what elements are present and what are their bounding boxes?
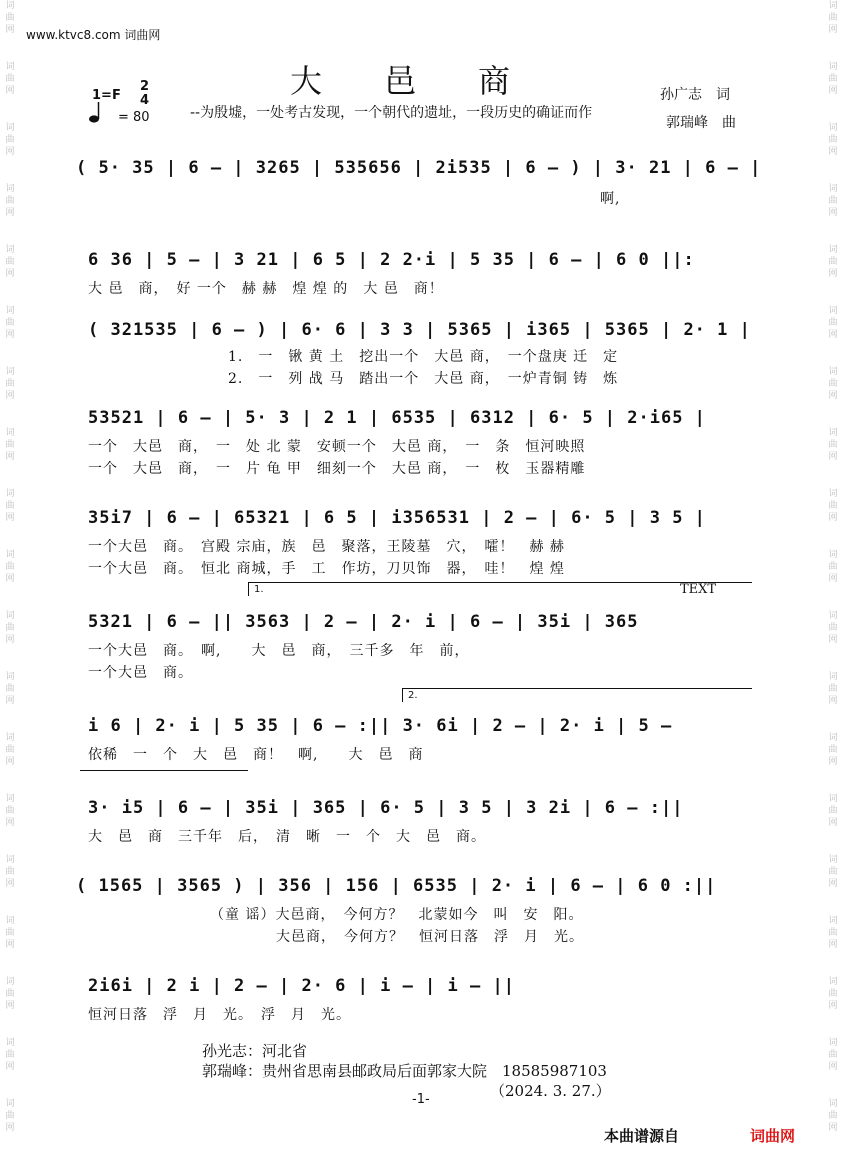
watermark-glyph: 词 [828, 733, 838, 743]
right-watermark [825, 0, 841, 1172]
watermark-glyph: 网 [828, 635, 838, 645]
watermark-glyph: 词 [5, 916, 15, 926]
text-mark: TEXT [680, 582, 717, 597]
watermark-glyph: 曲 [828, 928, 838, 938]
watermark-glyph: 词 [828, 306, 838, 316]
watermark-gap [2, 585, 18, 610]
system-5-notes: 35i7 | 6 – | 65321 | 6 5 | i356531 | 2 – | 6· 5 | 3 5 | [88, 508, 706, 528]
watermark-glyph: 曲 [5, 196, 15, 206]
watermark-glyph: 网 [5, 330, 15, 340]
volta-2-bracket [402, 688, 752, 689]
watermark-gap [825, 829, 841, 854]
system-6-notes: 5321 | 6 – || 3563 | 2 – | 2· i | 6 – | 35i | 365 [88, 612, 639, 632]
watermark-glyph: 网 [828, 757, 838, 767]
watermark-gap [825, 951, 841, 976]
system-2-notes: 6 36 | 5 – | 3 21 | 6 5 | 2 2·i | 5 35 | 6 – | 6 0 ||: [88, 250, 695, 270]
watermark-glyph: 网 [828, 574, 838, 584]
watermark-glyph: 曲 [828, 440, 838, 450]
composer-info: 郭瑞峰：贵州省思南县邮政局后面郭家大院 18585987103 [202, 1062, 607, 1080]
volta-2-continue [80, 770, 248, 771]
volta-1-label: 1. [254, 584, 264, 595]
watermark-gap [2, 97, 18, 122]
watermark-glyph: 曲 [828, 196, 838, 206]
watermark-gap [2, 463, 18, 488]
watermark-glyph: 网 [828, 330, 838, 340]
left-watermark [2, 0, 18, 1172]
system-5-lyric-1: 一个大邑 商。 宫殿 宗庙，族 邑 聚落，王陵墓 穴， 嚯！ 赫 赫 [88, 539, 565, 555]
watermark-glyph: 词 [5, 611, 15, 621]
system-3-notes: ( 321535 | 6 – ) | 6· 6 | 3 3 | 5365 | i365 | 5365 | 2· 1 | [88, 320, 751, 340]
watermark-glyph: 词 [828, 62, 838, 72]
site-header[interactable]: www.ktvc8.com 词曲网 [26, 28, 161, 42]
system-1-notes: ( 5· 35 | 6 – | 3265 | 535656 | 2i535 | 6 – ) | 3· 21 | 6 – | [76, 158, 762, 178]
watermark-gap [825, 463, 841, 488]
watermark-glyph: 网 [828, 86, 838, 96]
system-10-notes: 2i6i | 2 i | 2 – | 2· 6 | i – | i – || [88, 976, 515, 996]
watermark-gap [825, 219, 841, 244]
watermark-glyph: 词 [5, 184, 15, 194]
watermark-glyph: 网 [5, 452, 15, 462]
watermark-glyph: 曲 [828, 13, 838, 23]
watermark-glyph: 网 [828, 879, 838, 889]
watermark-glyph: 曲 [828, 623, 838, 633]
watermark-glyph: 词 [5, 550, 15, 560]
lyricist-credit: 孙广志 词 [660, 87, 730, 103]
watermark-gap [2, 524, 18, 549]
watermark-glyph: 曲 [5, 501, 15, 511]
watermark-glyph: 词 [5, 428, 15, 438]
watermark-glyph: 网 [828, 25, 838, 35]
watermark-gap [2, 219, 18, 244]
watermark-glyph: 词 [5, 245, 15, 255]
watermark-glyph: 词 [5, 1099, 15, 1109]
watermark-glyph: 词 [828, 977, 838, 987]
watermark-gap [825, 341, 841, 366]
volta-1-hook [248, 582, 249, 596]
system-10-lyric-1: 恒河日落 浮 月 光。 浮 月 光。 [88, 1007, 351, 1023]
watermark-gap [2, 707, 18, 732]
key-signature: 1=F [92, 88, 121, 103]
watermark-glyph: 词 [828, 123, 838, 133]
watermark-gap [2, 402, 18, 427]
watermark-glyph: 词 [828, 428, 838, 438]
watermark-glyph: 词 [5, 733, 15, 743]
page-number: -1- [412, 1092, 430, 1107]
watermark-glyph: 网 [5, 269, 15, 279]
watermark-gap [2, 36, 18, 61]
watermark-glyph: 曲 [828, 1111, 838, 1121]
watermark-gap [825, 36, 841, 61]
system-6-lyric-1: 一个大邑 商。 啊, 大 邑 商， 三千多 年 前， [88, 643, 470, 659]
watermark-gap [825, 585, 841, 610]
watermark-glyph: 网 [5, 635, 15, 645]
watermark-glyph: 曲 [5, 13, 15, 23]
system-4-lyric-1: 一个 大邑 商， 一 处 北 蒙 安顿一个 大邑 商， 一 条 恒河映照 [88, 439, 586, 455]
watermark-gap [2, 280, 18, 305]
watermark-glyph: 曲 [5, 806, 15, 816]
watermark-glyph: 词 [828, 367, 838, 377]
watermark-glyph: 网 [828, 1001, 838, 1011]
watermark-glyph: 网 [828, 818, 838, 828]
watermark-glyph: 词 [5, 672, 15, 682]
system-3-lyric-1: 1. 一 锹 黄 土 挖出一个 大邑 商， 一个盘庚 迁 定 [228, 349, 619, 365]
watermark-glyph: 曲 [5, 135, 15, 145]
watermark-gap [825, 158, 841, 183]
system-9-lyric-1: （童 谣）大邑商， 今何方？ 北蒙如今 叫 安 阳。 [210, 907, 584, 923]
watermark-glyph: 词 [828, 489, 838, 499]
watermark-glyph: 曲 [828, 745, 838, 755]
watermark-gap [825, 402, 841, 427]
watermark-gap [825, 707, 841, 732]
watermark-glyph: 词 [5, 1038, 15, 1048]
watermark-glyph: 网 [828, 391, 838, 401]
watermark-glyph: 网 [5, 1062, 15, 1072]
volta-1-bracket [248, 582, 752, 583]
watermark-glyph: 曲 [5, 257, 15, 267]
watermark-glyph: 词 [5, 123, 15, 133]
watermark-gap [2, 646, 18, 671]
watermark-glyph: 网 [5, 1123, 15, 1133]
watermark-gap [825, 1073, 841, 1098]
watermark-glyph: 曲 [828, 379, 838, 389]
system-6-lyric-2: 一个大邑 商。 [88, 665, 193, 681]
date: （2024. 3. 27.） [490, 1082, 611, 1100]
watermark-gap [825, 1012, 841, 1037]
watermark-glyph: 网 [5, 879, 15, 889]
watermark-gap [2, 768, 18, 793]
watermark-glyph: 词 [5, 367, 15, 377]
watermark-glyph: 曲 [828, 562, 838, 572]
watermark-glyph: 词 [828, 611, 838, 621]
watermark-gap [2, 341, 18, 366]
system-9-notes: ( 1565 | 3565 ) | 356 | 156 | 6535 | 2· i | 6 – | 6 0 :|| [76, 876, 717, 896]
watermark-glyph: 曲 [5, 867, 15, 877]
watermark-glyph: 词 [5, 306, 15, 316]
watermark-glyph: 曲 [828, 989, 838, 999]
watermark-glyph: 网 [828, 1123, 838, 1133]
time-bottom: 4 [140, 93, 150, 108]
watermark-glyph: 网 [5, 574, 15, 584]
watermark-glyph: 词 [5, 977, 15, 987]
volta-2-hook [402, 688, 403, 702]
system-3-lyric-2: 2. 一 列 战 马 踏出一个 大邑 商， 一炉青铜 铸 炼 [228, 371, 619, 387]
watermark-gap [825, 768, 841, 793]
watermark-glyph: 词 [5, 855, 15, 865]
watermark-glyph: 网 [5, 147, 15, 157]
watermark-glyph: 曲 [828, 318, 838, 328]
watermark-glyph: 网 [5, 391, 15, 401]
watermark-glyph: 曲 [828, 867, 838, 877]
watermark-glyph: 词 [828, 184, 838, 194]
watermark-glyph: 网 [5, 25, 15, 35]
watermark-glyph: 曲 [5, 318, 15, 328]
watermark-gap [2, 1134, 18, 1159]
watermark-glyph: 网 [828, 269, 838, 279]
time-signature [140, 80, 149, 108]
watermark-glyph: 网 [828, 147, 838, 157]
watermark-glyph: 曲 [828, 1050, 838, 1060]
watermark-gap [2, 951, 18, 976]
watermark-glyph: 词 [828, 1099, 838, 1109]
watermark-glyph: 词 [828, 794, 838, 804]
watermark-gap [2, 1012, 18, 1037]
watermark-glyph: 词 [828, 245, 838, 255]
watermark-gap [825, 97, 841, 122]
watermark-glyph: 网 [5, 940, 15, 950]
watermark-glyph: 词 [5, 62, 15, 72]
watermark-gap [2, 1073, 18, 1098]
watermark-gap [825, 524, 841, 549]
watermark-gap [825, 646, 841, 671]
watermark-glyph: 曲 [828, 806, 838, 816]
lyricist-info: 孙光志：河北省 [202, 1042, 308, 1060]
system-5-lyric-2: 一个大邑 商。 恒北 商城，手 工 作坊，刀贝饰 器， 哇！ 煌 煌 [88, 561, 565, 577]
watermark-glyph: 网 [5, 696, 15, 706]
watermark-glyph: 网 [828, 696, 838, 706]
watermark-glyph: 词 [828, 1, 838, 11]
watermark-glyph: 词 [828, 672, 838, 682]
watermark-glyph: 曲 [5, 623, 15, 633]
watermark-glyph: 曲 [5, 745, 15, 755]
watermark-glyph: 网 [5, 208, 15, 218]
watermark-glyph: 词 [828, 916, 838, 926]
brand-link[interactable]: 词曲网 [750, 1127, 796, 1145]
watermark-glyph: 曲 [5, 928, 15, 938]
watermark-glyph: 曲 [5, 684, 15, 694]
watermark-gap [825, 280, 841, 305]
quarter-note-icon [88, 100, 102, 124]
watermark-glyph: 词 [5, 794, 15, 804]
watermark-glyph: 曲 [828, 74, 838, 84]
watermark-glyph: 曲 [5, 989, 15, 999]
watermark-gap [2, 829, 18, 854]
source-label: 本曲谱源自 [604, 1127, 680, 1145]
watermark-gap [2, 158, 18, 183]
watermark-glyph: 网 [5, 513, 15, 523]
watermark-glyph: 词 [5, 1, 15, 11]
watermark-gap [825, 890, 841, 915]
watermark-glyph: 曲 [5, 562, 15, 572]
watermark-glyph: 网 [5, 757, 15, 767]
system-4-notes: 53521 | 6 – | 5· 3 | 2 1 | 6535 | 6312 | 6· 5 | 2·i65 | [88, 408, 706, 428]
watermark-glyph: 网 [828, 208, 838, 218]
watermark-glyph: 曲 [828, 501, 838, 511]
song-title: 大邑商 [290, 62, 573, 100]
tempo: = 80 [118, 110, 150, 125]
system-8-lyric-1: 大 邑 商 三千年 后， 清 晰 一 个 大 邑 商。 [88, 829, 486, 845]
watermark-glyph: 网 [5, 818, 15, 828]
watermark-glyph: 曲 [828, 257, 838, 267]
watermark-glyph: 网 [828, 513, 838, 523]
watermark-glyph: 曲 [828, 684, 838, 694]
system-8-notes: 3· i5 | 6 – | 35i | 365 | 6· 5 | 3 5 | 3 2i | 6 – :|| [88, 798, 684, 818]
system-9-lyric-2: 大邑商， 今何方？ 恒河日落 浮 月 光。 [276, 929, 584, 945]
watermark-glyph: 词 [828, 550, 838, 560]
watermark-glyph: 词 [5, 489, 15, 499]
watermark-glyph: 网 [828, 1062, 838, 1072]
time-top: 2 [140, 79, 150, 94]
watermark-gap [2, 890, 18, 915]
subtitle: --为殷墟，一处考古发现，一个朝代的遗址，一段历史的确证而作 [190, 105, 593, 121]
watermark-glyph: 曲 [828, 135, 838, 145]
system-2-lyric-1: 大 邑 商， 好 一个 赫 赫 煌 煌 的 大 邑 商！ [88, 281, 444, 297]
watermark-glyph: 词 [828, 855, 838, 865]
watermark-glyph: 词 [828, 1038, 838, 1048]
volta-2-label: 2. [408, 690, 418, 701]
system-7-lyric-1: 依稀 一 个 大 邑 商！ 啊, 大 邑 商 [88, 747, 424, 763]
watermark-gap [825, 1134, 841, 1159]
watermark-glyph: 曲 [5, 440, 15, 450]
watermark-glyph: 曲 [5, 1050, 15, 1060]
watermark-glyph: 曲 [5, 74, 15, 84]
watermark-glyph: 网 [5, 1001, 15, 1011]
watermark-glyph: 网 [828, 940, 838, 950]
composer-credit: 郭瑞峰 曲 [666, 115, 736, 131]
watermark-glyph: 网 [828, 452, 838, 462]
system-4-lyric-2: 一个 大邑 商， 一 片 龟 甲 细刻一个 大邑 商， 一 枚 玉器精雕 [88, 461, 586, 477]
system-1-lyric-1: 啊, [600, 191, 621, 207]
watermark-glyph: 曲 [5, 379, 15, 389]
watermark-glyph: 网 [5, 86, 15, 96]
system-7-notes: i 6 | 2· i | 5 35 | 6 – :|| 3· 6i | 2 – | 2· i | 5 – [88, 716, 673, 736]
watermark-glyph: 曲 [5, 1111, 15, 1121]
